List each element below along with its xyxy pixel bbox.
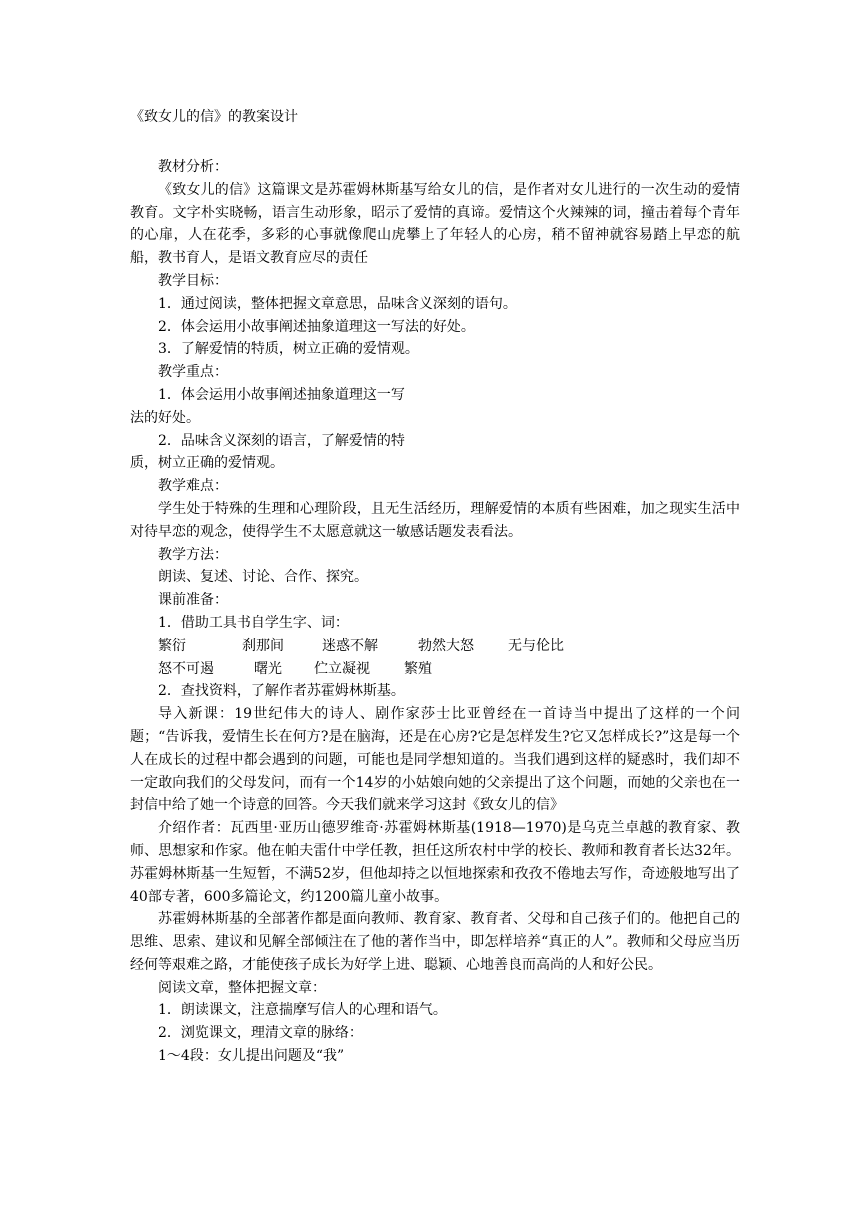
key-point-2-line1: 2．品味含义深刻的语言，了解爱情的特 [158,432,405,449]
paragraph-difficulties: 学生处于特殊的生理和心理阶段，且无生活经历，理解爱情的本质有些困难，加之现实生活中对待早恋的观念，使得学生不太愿意就这一敏感话题发表看法。 [130,500,740,540]
vocab-row-2 [130,658,740,681]
vocab-word: 伫立凝视 [314,660,370,677]
preparation-1: 1．借助工具书自学生字、词： [158,614,349,631]
reading-step-2: 2．浏览课文，理清文章的脉络： [158,1025,363,1042]
heading-textbook-analysis: 教材分析： [158,159,228,175]
heading-preparation: 课前准备： [158,592,228,609]
vocab-word: 刹那间 [242,637,284,654]
objective-1: 1．通过阅读，整体把握文章意思，品味含义深刻的语句。 [158,295,517,312]
reading-step-1: 1．朗读课文，注意揣摩写信人的心理和语气。 [158,1002,447,1019]
objective-3: 3．了解爱情的特质，树立正确的爱情观。 [158,341,419,358]
objective-2: 2．体会运用小故事阐述抽象道理这一写法的好处。 [158,318,475,335]
paragraph-introduction: 导入新课：19世纪伟大的诗人、剧作家莎士比亚曾经在一首诗当中提出了这样的一个问题；“告诉我，爱情生长在何方?是在脑海，还是在心房?它是怎样发生?它又怎样成长?”这是每一个人在成长的过程中都会遇到的问题，可能也是同学想知道的。当我们遇到这样的疑惑时，我们却不一定敢向我们的父母发问，而有一个14岁的小姑娘向她的父亲提出了这个问题，而她的父亲也在一封信中给了她一个诗意的回答。今天我们就来学习这封《致女儿的信》 [130,706,740,814]
paragraph-analysis: 《致女儿的信》这篇课文是苏霍姆林斯基写给女儿的信，是作者对女儿进行的一次生动的爱情教育。文字朴实晓畅，语言生动形象，昭示了爱情的真谛。爱情这个火辣辣的词，撞击着每个青年的心扉，人在花季，多彩的心事就像爬山虎攀上了年轻人的心房，稍不留神就容易踏上早恋的航船，教书育人，是语文教育应尽的责任 [130,181,740,267]
vocab-word: 迷惑不解 [322,637,378,654]
document-body [130,106,740,1068]
heading-methods: 教学方法： [158,546,228,563]
reading-structure-1: 1～4段：女儿提出问题及“我” [158,1048,345,1065]
paragraph-methods: 朗读、复述、讨论、合作、探究。 [158,569,368,586]
vocab-word: 繁衍 [158,637,186,654]
paragraph-author-works: 苏霍姆林斯基的全部著作都是面向教师、教育家、教育者、父母和自己孩子们的。他把自己的思维、思索、建议和见解全部倾注在了他的著作当中，即怎样培养“真正的人”。教师和父母应当历经何等艰难之路，才能使孩子成长为好学上进、聪颖、心地善良而高尚的人和好公民。 [130,911,740,973]
vocab-row-1 [130,635,740,658]
preparation-2: 2．查找资料，了解作者苏霍姆林斯基。 [158,683,405,700]
heading-objectives: 教学目标： [158,272,228,289]
heading-reading: 阅读文章，整体把握文章： [158,979,326,996]
paragraph-author-intro: 介绍作者：瓦西里·亚历山德罗维奇·苏霍姆林斯基(1918—1970)是乌克兰卓越的教育家、教师、思想家和作家。他在帕夫雷什中学任教，担任这所农村中学的校长、教师和教育者长达32年。苏霍姆林斯基一生短暂，不满52岁，但他却持之以恒地探索和孜孜不倦地去写作，奇迹般地写出了40部专著，600多篇论文，约1200篇儿童小故事。 [130,820,740,905]
heading-key-points: 教学重点： [158,364,228,381]
vocab-word: 无与伦比 [508,637,564,654]
key-point-2-line2: 质，树立正确的爱情观。 [130,455,284,472]
document-title: 《致女儿的信》的教案设计 [130,109,298,125]
key-point-1-line1: 1．体会运用小故事阐述抽象道理这一写 [158,386,405,403]
vocab-word: 曙光 [254,660,282,677]
vocab-word: 繁殖 [404,660,432,677]
vocab-word: 怒不可遏 [158,660,214,677]
heading-difficulties: 教学难点： [158,478,228,495]
vocab-word: 勃然大怒 [418,637,474,654]
key-point-1-line2: 法的好处。 [130,409,200,426]
